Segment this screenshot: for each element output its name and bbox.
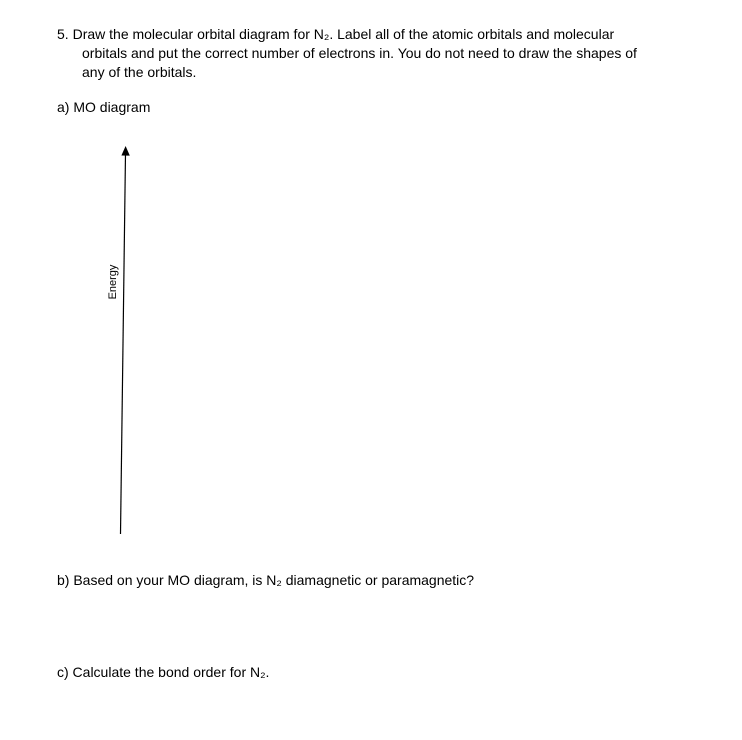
energy-axis-arrowhead — [121, 146, 129, 156]
question-text-line-2: orbitals and put the correct number of electrons in. You do not need to draw the shapes of — [82, 45, 637, 61]
question-line-1 — [57, 25, 697, 44]
question-5 — [57, 25, 697, 82]
question-number: 5. — [57, 26, 69, 42]
energy-axis-line — [121, 153, 126, 534]
part-b-question: b) Based on your MO diagram, is N₂ diamagnetic or paramagnetic? — [57, 572, 475, 588]
part-c-question: c) Calculate the bond order for N₂. — [57, 664, 270, 680]
question-text-line-3: any of the orbitals. — [82, 64, 197, 80]
part-a-label: a) MO diagram — [57, 99, 151, 115]
question-text-line-1: Draw the molecular orbital diagram for N₂. Label all of the atomic orbitals and molecular — [72, 26, 615, 42]
energy-axis-label: Energy — [107, 264, 119, 300]
